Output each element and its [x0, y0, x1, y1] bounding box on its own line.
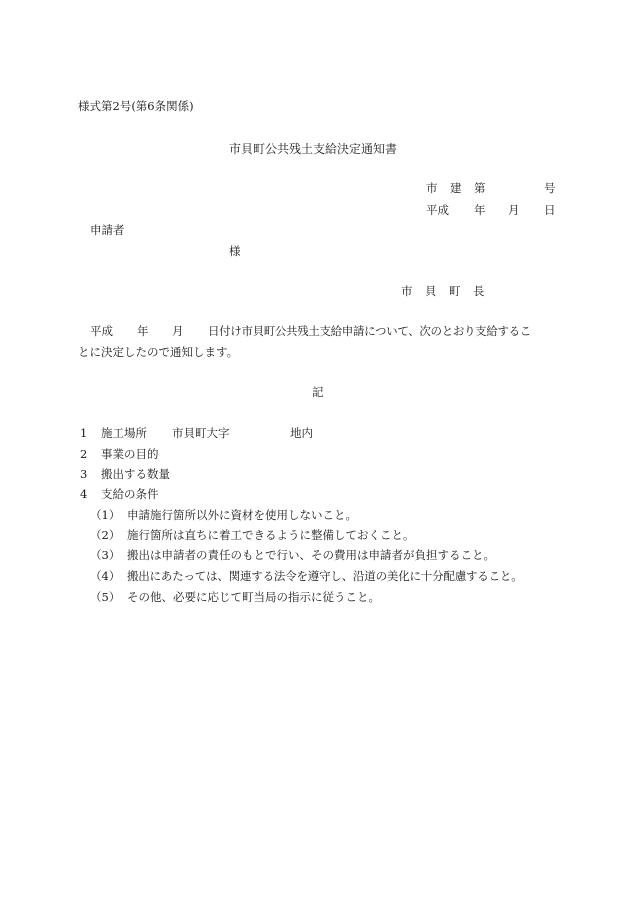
item-number: 1: [80, 426, 88, 440]
item-label: 事業の目的: [101, 447, 159, 461]
document-title: 市貝町公共残土支給決定通知書: [229, 142, 398, 156]
condition-number: （2）: [90, 528, 121, 542]
item-label: 施工場所: [101, 426, 147, 440]
body-line-2: とに決定したので通知します。: [78, 345, 239, 359]
condition-text: 施行箇所は直ちに着工できるように整備しておくこと。: [127, 528, 415, 542]
issuer-char-3: 町: [449, 284, 461, 298]
doc-no-char-1: 市: [426, 181, 438, 195]
issuer-char-4: 長: [473, 284, 485, 298]
construction-site-value: 市貝町大字: [172, 426, 230, 440]
applicant-honorific: 様: [229, 244, 241, 258]
item-number: 2: [80, 447, 88, 461]
condition-number: （4）: [90, 569, 121, 583]
condition-text: 搬出にあたっては、関連する法令を遵守し、沿道の美化に十分配慮すること。: [127, 569, 523, 583]
item-label: 支給の条件: [101, 487, 159, 501]
item-number: 3: [80, 467, 88, 481]
date-era: 平成: [426, 203, 449, 217]
date-year-label: 年: [474, 203, 486, 217]
body-era: 平成: [90, 324, 113, 338]
doc-no-char-3: 第: [474, 181, 486, 195]
date-month-label: 月: [508, 203, 520, 217]
body-month-label: 月: [172, 324, 184, 338]
doc-no-char-4: 号: [544, 181, 556, 195]
condition-text: 申請施行箇所以外に資材を使用しないこと。: [127, 508, 357, 522]
condition-text: その他、必要に応じて町当局の指示に従うこと。: [127, 590, 380, 604]
condition-number: （1）: [90, 508, 121, 522]
ki-heading: 記: [312, 385, 324, 399]
condition-number: （3）: [90, 548, 121, 562]
applicant-label: 申請者: [90, 223, 125, 237]
issuer-char-2: 貝: [425, 284, 437, 298]
doc-no-char-2: 建: [450, 181, 462, 195]
construction-site-suffix: 地内: [290, 426, 313, 440]
item-number: 4: [80, 487, 88, 501]
condition-number: （5）: [90, 590, 121, 604]
body-line-1: 日付け市貝町公共残土支給申請について、次のとおり支給するこ: [208, 324, 531, 338]
form-number: 様式第2号(第6条関係): [78, 99, 194, 113]
issuer-char-1: 市: [401, 284, 413, 298]
date-day-label: 日: [544, 203, 556, 217]
condition-text: 搬出は申請者の責任のもとで行い、その費用は申請者が負担すること。: [127, 548, 495, 562]
item-label: 搬出する数量: [101, 467, 170, 481]
body-year-label: 年: [137, 324, 149, 338]
